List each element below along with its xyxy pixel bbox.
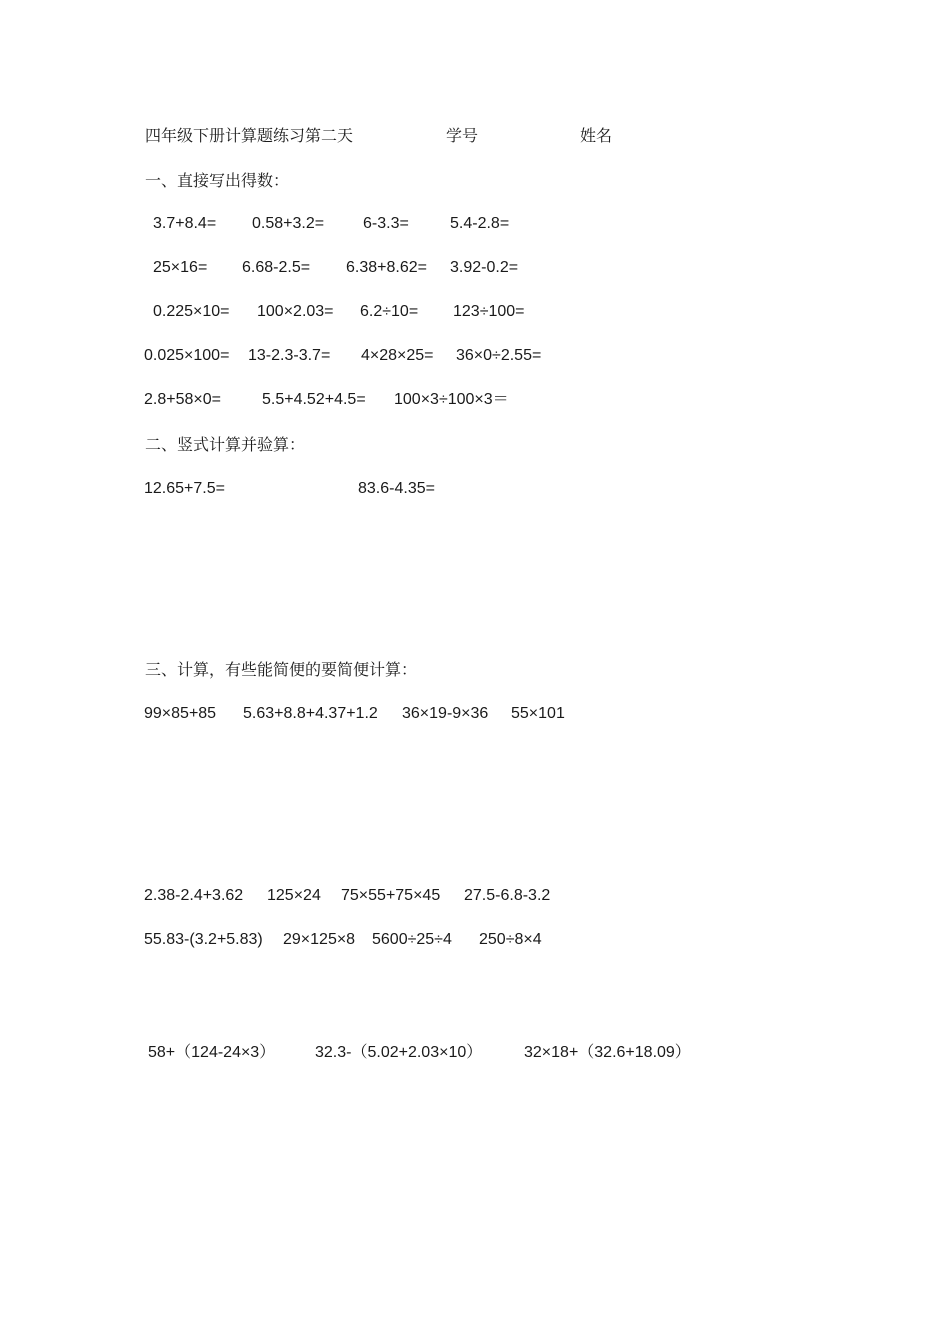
- problem: 5600÷25÷4: [372, 931, 452, 948]
- problem: 5.4-2.8=: [450, 215, 510, 232]
- problem: 100×3÷100×3＝: [394, 391, 509, 408]
- student-number-label: 学号: [446, 126, 479, 145]
- problem: 29×125×8: [283, 931, 356, 948]
- problem: 6.38+8.62=: [346, 259, 427, 276]
- worksheet-title: 四年级下册计算题练习第二天: [145, 126, 354, 145]
- problem: 6.2÷10=: [360, 303, 419, 320]
- problem: 6.68-2.5=: [242, 259, 311, 276]
- problem: 0.58+3.2=: [252, 215, 325, 232]
- section-1-heading: 一、直接写出得数：: [145, 171, 290, 190]
- section-2-heading: 二、竖式计算并验算：: [145, 435, 306, 454]
- problem: 2.38-2.4+3.62: [144, 887, 244, 904]
- problem: 12.65+7.5=: [144, 480, 225, 497]
- problem: 2.8+58×0=: [144, 391, 221, 408]
- problem: 55×101: [511, 705, 565, 722]
- problem: 100×2.03=: [257, 303, 334, 320]
- problem: 58+（124-24×3）: [148, 1044, 276, 1061]
- section-3-heading: 三、计算，有些能简便的要简便计算：: [145, 660, 418, 679]
- problem: 5.5+4.52+4.5=: [262, 391, 366, 408]
- student-name-label: 姓名: [580, 126, 613, 145]
- problem: 75×55+75×45: [341, 887, 441, 904]
- problem: 3.92-0.2=: [450, 259, 519, 276]
- problem: 55.83-(3.2+5.83): [144, 931, 263, 948]
- problem: 25×16=: [153, 259, 208, 276]
- problem: 3.7+8.4=: [153, 215, 217, 232]
- problem: 250÷8×4: [479, 931, 542, 948]
- problem: 27.5-6.8-3.2: [464, 887, 551, 904]
- problem: 6-3.3=: [363, 215, 409, 232]
- problem: 4×28×25=: [361, 347, 434, 364]
- problem: 125×24: [267, 887, 321, 904]
- problem: 0.225×10=: [153, 303, 230, 320]
- problem: 13-2.3-3.7=: [248, 347, 331, 364]
- problem: 0.025×100=: [144, 347, 230, 364]
- problem: 83.6-4.35=: [358, 480, 435, 497]
- problem: 36×0÷2.55=: [456, 347, 542, 364]
- problem: 99×85+85: [144, 705, 217, 722]
- problem: 36×19-9×36: [402, 705, 489, 722]
- problem: 5.63+8.8+4.37+1.2: [243, 705, 378, 722]
- problem: 32×18+（32.6+18.09）: [524, 1044, 691, 1061]
- problem: 123÷100=: [453, 303, 525, 320]
- problem: 32.3-（5.02+2.03×10）: [315, 1044, 483, 1061]
